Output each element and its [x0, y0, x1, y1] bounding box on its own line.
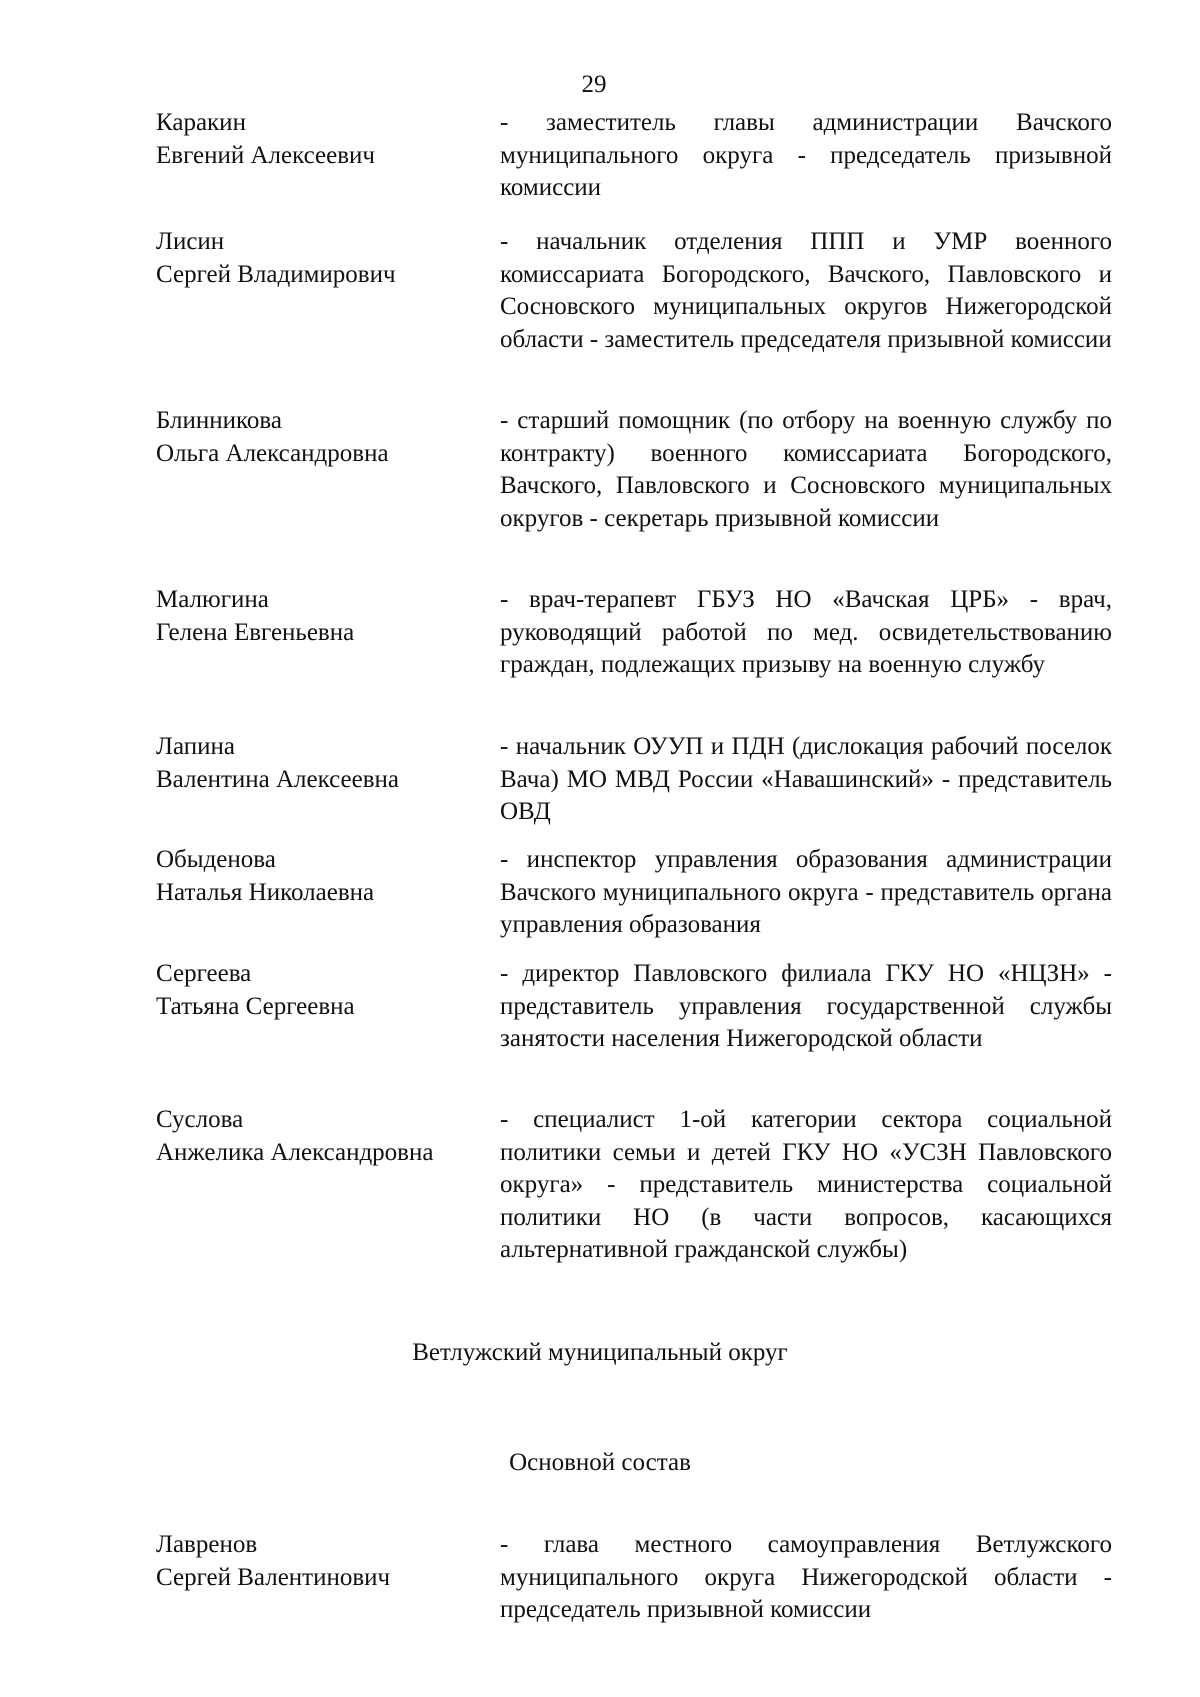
member-given-name: Евгений Алексеевич	[156, 141, 375, 169]
member-entry	[156, 958, 1112, 1056]
member-given-name: Валентина Алексеевна	[156, 765, 399, 793]
member-surname: Малюгина	[156, 586, 269, 613]
member-surname: Лавренов	[156, 1531, 258, 1558]
member-name	[156, 958, 500, 1023]
member-role: - старший помощник (по отбору на военную службу по контракту) военного комиссариата Богородского, Вачского, Павловского и Сосновского муниципальных округов - секретарь призывной комиссии	[500, 407, 1112, 532]
member-name	[156, 844, 500, 909]
member-surname: Блинникова	[156, 407, 282, 434]
member-role: - инспектор управления образования администрации Вачского муниципального округа - представитель органа управления образования	[500, 846, 1112, 938]
member-surname: Лапина	[156, 733, 235, 760]
member-role: - специалист 1-ой категории сектора социальной политики семьи и детей ГКУ НО «УСЗН Павловского округа» - представитель министерства социальной политики НО (в части вопросов, касающихся альтернативной гражданской службы)	[500, 1106, 1112, 1263]
member-entry	[156, 1104, 1112, 1267]
member-entry	[156, 731, 1112, 829]
member-given-name: Сергей Валентинович	[156, 1563, 391, 1591]
member-given-name: Сергей Владимирович	[156, 260, 396, 288]
member-given-name: Гелена Евгеньевна	[156, 618, 355, 646]
member-role: - врач-терапевт ГБУЗ НО «Вачская ЦРБ» - врач, руководящий работой по мед. освидетельствованию граждан, подлежащих призыву на военную службу	[500, 586, 1112, 678]
member-name	[156, 226, 500, 291]
member-name	[156, 731, 500, 796]
member-name	[156, 584, 500, 649]
member-surname: Сергеева	[156, 960, 252, 987]
member-entry	[156, 226, 1112, 356]
member-name	[156, 1529, 500, 1594]
section-title: Ветлужский муниципальный округ	[412, 1339, 788, 1366]
member-surname: Суслова	[156, 1106, 244, 1133]
member-given-name: Татьяна Сергеевна	[156, 992, 355, 1020]
member-role: - глава местного самоуправления Ветлужского муниципального округа Нижегородской области - председатель призывной комиссии	[500, 1531, 1112, 1623]
member-role: - директор Павловского филиала ГКУ НО «НЦЗН» - представитель управления государственной службы занятости населения Нижегородской области	[500, 960, 1112, 1052]
member-given-name: Ольга Александровна	[156, 439, 389, 467]
member-entry	[156, 584, 1112, 682]
page-number: 29	[581, 71, 607, 98]
member-surname: Лисин	[156, 228, 225, 255]
member-role: - начальник ОУУП и ПДН (дислокация рабочий поселок Вача) МО МВД России «Навашинский» - представитель ОВД	[500, 733, 1112, 825]
member-given-name: Наталья Николаевна	[156, 878, 375, 906]
member-role: - заместитель главы администрации Вачского муниципального округа - председатель призывной комиссии	[500, 109, 1112, 201]
member-entry	[156, 107, 1112, 205]
member-entry	[156, 405, 1112, 535]
member-given-name: Анжелика Александровна	[156, 1138, 434, 1166]
member-entry	[156, 1529, 1112, 1627]
member-entry	[156, 844, 1112, 942]
subsection-title: Основной состав	[509, 1449, 691, 1476]
member-name	[156, 1104, 500, 1169]
member-name	[156, 405, 500, 470]
member-surname: Обыденова	[156, 846, 276, 873]
member-role: - начальник отделения ППП и УМР военного комиссариата Богородского, Вачского, Павловского и Сосновского муниципальных округов Нижегородской области - заместитель председателя призывной комиссии	[500, 228, 1112, 353]
member-surname: Каракин	[156, 109, 246, 136]
member-name	[156, 107, 500, 172]
